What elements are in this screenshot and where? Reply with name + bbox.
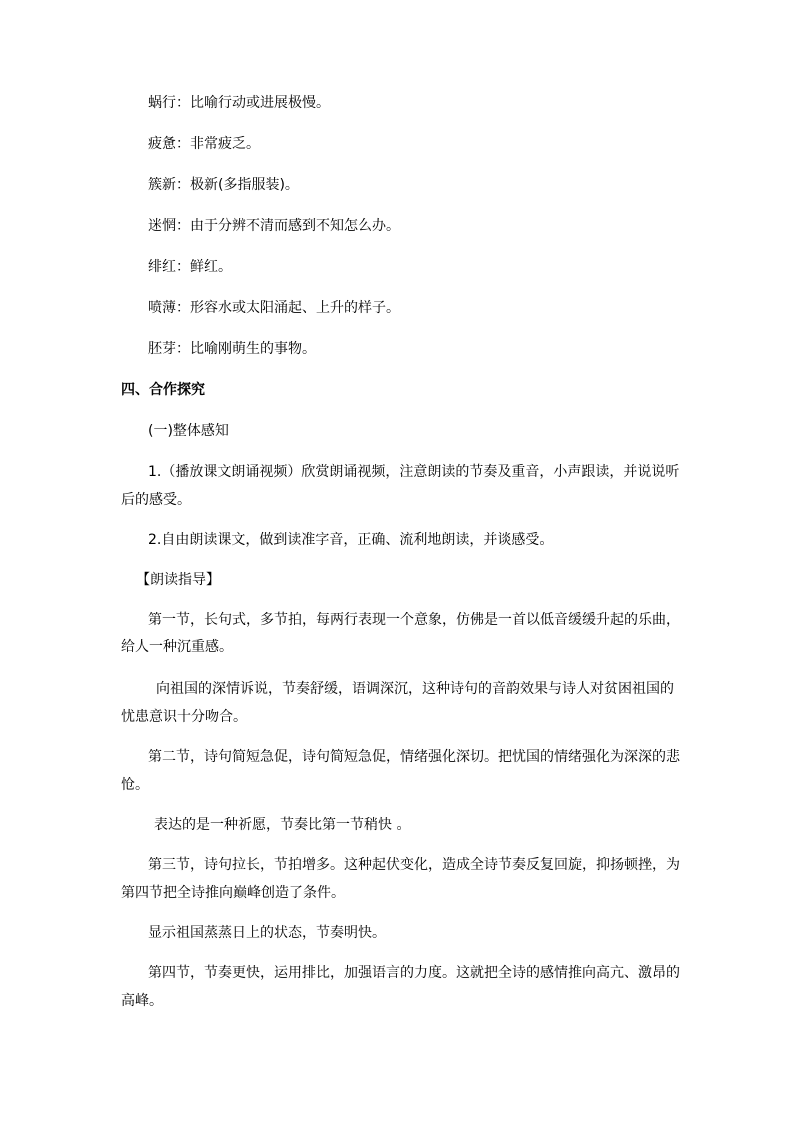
vocab-definition: 极新(多指服装)。	[190, 177, 299, 193]
guide-line: 第四节，节奏更快，运用排比，加强语言的力度。这就把全诗的感情推向高亢、激昂的	[148, 965, 680, 981]
vocab-item	[148, 342, 316, 356]
vocab-item	[148, 260, 232, 274]
vocab-term: 蜗行	[148, 95, 176, 111]
guide-line: 忧患意识十分吻合。	[121, 709, 247, 725]
vocab-term: 喷薄	[148, 300, 176, 316]
vocab-definition: 比喻行动或进展极慢。	[190, 95, 330, 111]
vocab-separator: ：	[176, 218, 190, 234]
guide-line: 第四节把全诗推向巅峰创造了条件。	[121, 885, 345, 901]
step-line: 2.自由朗读课文，做到读准字音，正确、流利地朗读，并谈感受。	[148, 532, 554, 548]
vocab-item	[148, 301, 400, 315]
section-heading: 四、合作探究	[121, 382, 205, 398]
guide-line: 向祖国的深情诉说，节奏舒缓，语调深沉，这种诗句的音韵效果与诗人对贫困祖国的	[156, 681, 674, 697]
vocab-separator: ：	[176, 341, 190, 357]
vocab-definition: 比喻刚萌生的事物。	[190, 341, 316, 357]
guide-title: 【朗读指导】	[136, 572, 220, 588]
vocab-term: 绯红	[148, 259, 176, 275]
vocab-term: 簇新	[148, 177, 176, 193]
step-line: 后的感受。	[121, 492, 191, 508]
vocab-separator: ：	[176, 259, 190, 275]
vocab-term: 迷惘	[148, 218, 176, 234]
vocab-definition: 鲜红。	[190, 259, 232, 275]
guide-line: 第二节，诗句简短急促，诗句简短急促，情绪强化深切。把忧国的情绪强化为深深的悲	[148, 749, 680, 765]
guide-line: 表达的是一种祈愿，节奏比第一节稍快 。	[154, 817, 411, 833]
vocab-separator: ：	[176, 136, 190, 152]
guide-line: 第三节，诗句拉长，节拍增多。这种起伏变化，造成全诗节奏反复回旋，抑扬顿挫，为	[148, 857, 680, 873]
vocab-definition: 形容水或太阳涌起、上升的样子。	[190, 300, 400, 316]
vocab-separator: ：	[176, 177, 190, 193]
vocab-separator: ：	[176, 95, 190, 111]
vocab-item	[148, 96, 330, 110]
vocab-term: 胚芽	[148, 341, 176, 357]
guide-line: 显示祖国蒸蒸日上的状态，节奏明快。	[148, 925, 386, 941]
vocab-definition: 由于分辨不清而感到不知怎么办。	[190, 218, 400, 234]
vocab-term: 疲惫	[148, 136, 176, 152]
vocab-item	[148, 178, 299, 192]
vocab-separator: ：	[176, 300, 190, 316]
guide-line: 第一节，长句式，多节拍，每两行表现一个意象，仿佛是一首以低音缓缓升起的乐曲，	[148, 612, 680, 628]
vocab-definition: 非常疲乏。	[190, 136, 260, 152]
subsection-heading: (一)整体感知	[148, 423, 229, 439]
step-line: 1.（播放课文朗诵视频）欣赏朗诵视频，注意朗读的节奏及重音，小声跟读，并说说听	[148, 464, 680, 480]
vocab-item	[148, 137, 260, 151]
guide-line: 高峰。	[121, 993, 163, 1009]
guide-line: 给人一种沉重感。	[121, 639, 233, 655]
vocab-item	[148, 219, 400, 233]
guide-line: 怆。	[121, 777, 149, 793]
